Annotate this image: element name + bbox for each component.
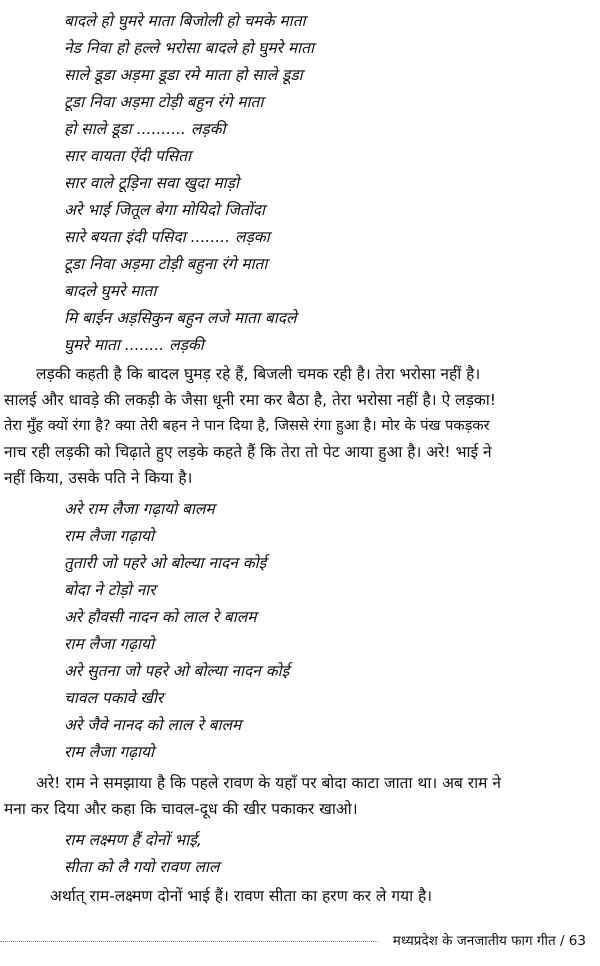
verse-line: साले डूडा अड़मा डूडा रमे माता हो साले डूडा [64, 66, 303, 84]
paragraph-line: मना कर दिया और कहा कि चावल-दूध की खीर पकाकर खाओ। [4, 800, 358, 818]
verse-line: अरे भाई जितूल बेगा मोयिदो जितोंदा [64, 201, 265, 219]
verse-line: राम लैजा गढ़ायो [64, 743, 154, 761]
paragraph-line: तेरा मुँह क्यों रंगा है? क्या तेरी बहन ने पान दिया है, जिससे रंगा हुआ है। मोर के पंख पकड़कर [4, 417, 490, 434]
verse-line: टूडा निवा अड़मा टोड़ी बहुन रंगे माता [64, 93, 264, 111]
paragraph-line: नहीं किया, उसके पति ने किया है। [4, 469, 193, 487]
verse-line: सारे बयता इंदी पसिदा ........ लड़का [64, 228, 270, 246]
verse-line: तुतारी जो पहरे ओ बोल्या नादन कोई [64, 554, 267, 572]
verse-line: राम लैजा गढ़ायो [64, 635, 154, 653]
verse-line: चावल पकावे खीर [64, 689, 164, 707]
verse-line: बादले हो घुमरे माता बिजोली हो चमके माता [64, 12, 306, 30]
verse-line: अरे राम लैजा गढ़ायो बालम [64, 500, 215, 518]
verse-line: अरे हौवसी नादन को लाल रे बालम [64, 608, 257, 626]
verse-line: बादले घुमरे माता [64, 282, 157, 300]
verse-line: राम लक्ष्मण हैं दोनों भाई, [64, 831, 202, 849]
verse-line: बोदा ने टोड़ो नार [64, 581, 156, 599]
page-footer: मध्यप्रदेश के जनजातीय फाग गीत / 63 [392, 933, 586, 949]
verse-line: राम लैजा गढ़ायो [64, 527, 154, 545]
paragraph-line: अरे! राम ने समझाया है कि पहले रावण के यहाँ पर बोदा काटा जाता था। अब राम ने [36, 774, 501, 792]
verse-line: हो साले डूडा .......... लड़की [64, 120, 226, 138]
verse-line: सार वाले टूड़िना सवा खुदा माड़ो [64, 174, 239, 192]
verse-line: टूडा निवा अड़मा टोड़ी बहुना रंगे माता [64, 255, 268, 273]
verse-line: घुमरे माता ........ लड़की [64, 336, 204, 354]
verse-line: अरे जैवे नानद को लाल रे बालम [64, 716, 242, 734]
verse-line: अरे सुतना जो पहरे ओ बोल्या नादन कोई [64, 662, 290, 680]
paragraph-line: लड़की कहती है कि बादल घुमड़ रहे हैं, बिजली चमक रही है। तेरा भरोसा नहीं है। [36, 365, 481, 383]
verse-line: सीता को लै गयो रावण लाल [64, 858, 220, 876]
verse-line: नेड निवा हो हल्ले भरोसा बादले हो घुमरे माता [64, 39, 315, 57]
paragraph-line: अर्थात् राम-लक्ष्मण दोनों भाई हैं। रावण सीता का हरण कर ले गया है। [50, 887, 433, 905]
paragraph-line: नाच रही लड़की को चिढ़ाते हुए लड़के कहते हैं कि तेरा तो पेट आया हुआ है। अरे! भाई ने [4, 443, 492, 461]
verse-line: सार वायता ऐंदी पसिता [64, 147, 192, 165]
footer-dotted-rule [0, 941, 378, 942]
verse-line: मि बाईन अड़सिकुन बहुन लजे माता बादले [64, 309, 297, 327]
paragraph-line: सालई और धावड़े की लकड़ी के जैसा धूनी रमा कर बैठा है, तेरा भरोसा नहीं है। ऐ लड़का! [4, 391, 496, 409]
